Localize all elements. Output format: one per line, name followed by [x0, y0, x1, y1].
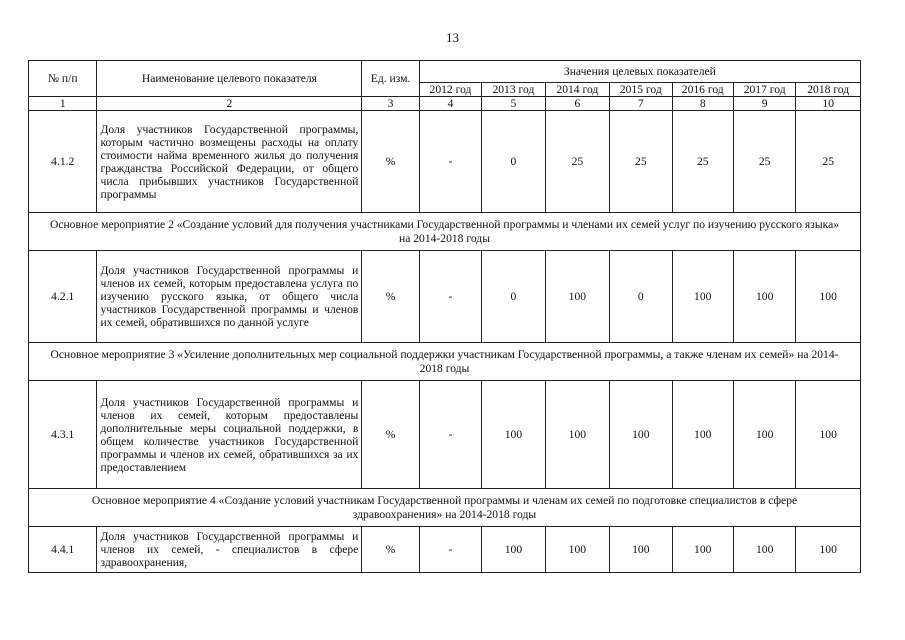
header-values-group: Значения целевых показателей	[419, 61, 860, 83]
indicator-value: 100	[482, 527, 545, 573]
column-number: 5	[482, 97, 545, 111]
header-year: 2012 год	[419, 83, 481, 97]
column-number: 8	[672, 97, 733, 111]
page-number: 13	[446, 30, 459, 45]
column-number: 4	[419, 97, 481, 111]
indicator-description: Доля участников Государственной программы и членов их семей, - специалистов в сфере здравоохранения,	[97, 527, 362, 573]
indicator-value: 0	[610, 251, 672, 343]
indicator-unit: %	[362, 251, 419, 343]
header-year: 2013 год	[482, 83, 545, 97]
indicator-value: 100	[610, 381, 672, 489]
target-indicators-table	[28, 60, 861, 573]
indicator-value: 25	[610, 111, 672, 213]
indicator-row	[29, 251, 861, 343]
indicator-row	[29, 527, 861, 573]
column-number: 7	[610, 97, 672, 111]
indicator-row	[29, 381, 861, 489]
indicator-value: -	[419, 111, 481, 213]
indicator-unit: %	[362, 111, 419, 213]
indicator-value: 0	[482, 251, 545, 343]
indicator-num: 4.3.1	[29, 381, 97, 489]
column-number: 10	[796, 97, 861, 111]
indicator-value: -	[419, 251, 481, 343]
header-year: 2016 год	[672, 83, 733, 97]
indicator-value: 100	[796, 527, 861, 573]
indicator-value: 100	[672, 251, 733, 343]
indicator-value: -	[419, 381, 481, 489]
indicator-value: 100	[545, 251, 609, 343]
indicator-value: 100	[482, 381, 545, 489]
indicator-value: 100	[672, 381, 733, 489]
header-year: 2015 год	[610, 83, 672, 97]
section-row	[29, 213, 861, 251]
indicator-value: 100	[545, 527, 609, 573]
indicator-value: 100	[733, 527, 795, 573]
indicator-description: Доля участников Государственной программы и членов их семей, которым предоставлена услуга по изучению русского языка, от общего числа участников Государственной программы и членов их семей, обратившихся по данной услуге	[97, 251, 362, 343]
section-row	[29, 489, 861, 527]
column-number: 2	[97, 97, 362, 111]
indicator-value: 25	[672, 111, 733, 213]
indicator-value: 0	[482, 111, 545, 213]
indicator-description: Доля участников Государственной программы, которым частично возмещены расходы на оплату стоимости найма временного жилья до получения гражданства Российской Федерации, от общего числа прибывших участников Государственной программы	[97, 111, 362, 213]
indicator-value: 25	[733, 111, 795, 213]
indicator-value: 100	[545, 381, 609, 489]
indicator-value: -	[419, 527, 481, 573]
indicator-value: 100	[610, 527, 672, 573]
indicator-unit: %	[362, 381, 419, 489]
header-num: № п/п	[29, 61, 97, 97]
header-name: Наименование целевого показателя	[97, 61, 362, 97]
indicator-num: 4.4.1	[29, 527, 97, 573]
indicator-value: 25	[545, 111, 609, 213]
indicator-row	[29, 111, 861, 213]
column-number: 3	[362, 97, 419, 111]
indicator-value: 100	[733, 381, 795, 489]
indicator-value: 25	[796, 111, 861, 213]
indicator-num: 4.1.2	[29, 111, 97, 213]
header-year: 2014 год	[545, 83, 609, 97]
indicator-value: 100	[672, 527, 733, 573]
header-year: 2017 год	[733, 83, 795, 97]
indicator-value: 100	[796, 251, 861, 343]
section-title: Основное мероприятие 4 «Создание условий участникам Государственной программы и членам их семей по подготовке специалистов в сфере здравоохранения» на 2014-2018 годы	[29, 489, 861, 527]
column-number: 9	[733, 97, 795, 111]
indicator-unit: %	[362, 527, 419, 573]
section-title: Основное мероприятие 2 «Создание условий для получения участниками Государственной программы и членами их семей услуг по изучению русского языка» на 2014-2018 годы	[29, 213, 861, 251]
indicator-num: 4.2.1	[29, 251, 97, 343]
column-number: 1	[29, 97, 97, 111]
indicator-value: 100	[733, 251, 795, 343]
indicator-description: Доля участников Государственной программы и членов их семей, которым предоставлены дополнительные меры социальной поддержки, в общем количестве участников Государственной программы и членов их семей, обратившихся за их предоставлением	[97, 381, 362, 489]
header-unit: Ед. изм.	[362, 61, 419, 97]
section-title: Основное мероприятие 3 «Усиление дополнительных мер социальной поддержки участникам Государственной программы, а также членам их семей» на 2014-2018 годы	[29, 343, 861, 381]
header-year: 2018 год	[796, 83, 861, 97]
section-row	[29, 343, 861, 381]
indicator-value: 100	[796, 381, 861, 489]
column-number: 6	[545, 97, 609, 111]
